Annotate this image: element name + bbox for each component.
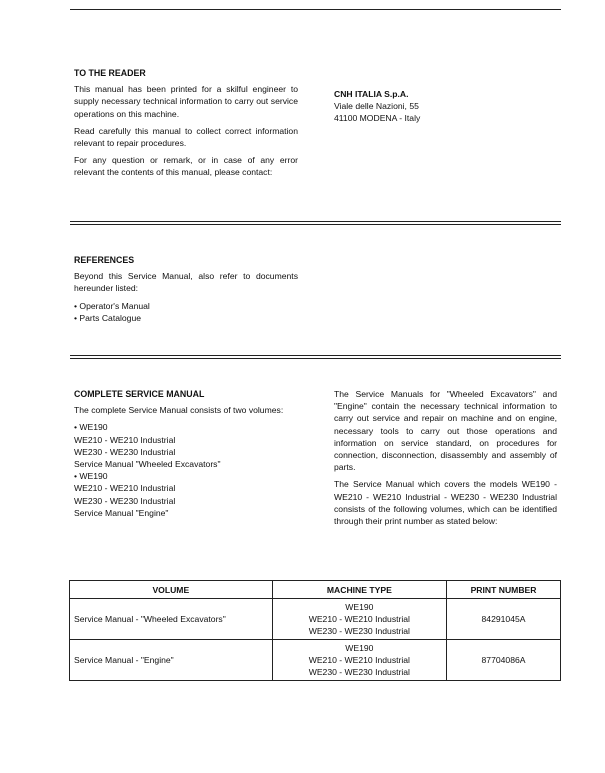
to-reader-heading: TO THE READER [74, 68, 146, 78]
volumes-table [69, 580, 561, 681]
top-divider [70, 9, 561, 10]
list-item: • WE190 [74, 471, 108, 482]
complete-manual-section [74, 388, 298, 519]
list-item: • WE190 [74, 422, 108, 433]
machine-line: WE210 - WE210 Industrial [308, 614, 410, 624]
description-paragraph-2: The Service Manual which covers the models WE190 - WE210 - WE210 Industrial - WE230 - WE230 Industrial consists of the following volumes, which can be identified through their print number as stated below: [334, 479, 557, 527]
address-city: 41100 MODENA - Italy [334, 113, 421, 124]
complete-manual-heading: COMPLETE SERVICE MANUAL [74, 389, 205, 399]
list-item: Service Manual "Engine" [74, 507, 169, 518]
table-row [70, 640, 561, 681]
references-intro: Beyond this Service Manual, also refer to documents hereunder listed: [74, 271, 298, 294]
cell-machine-type [272, 599, 446, 640]
cell-machine-type [272, 640, 446, 681]
complete-manual-intro: The complete Service Manual consists of two volumes: [74, 405, 284, 416]
machine-line: WE210 - WE210 Industrial [308, 655, 410, 665]
machine-line: WE230 - WE230 Industrial [308, 667, 410, 677]
table-header-row [70, 581, 561, 599]
complete-manual-description [334, 388, 557, 532]
to-reader-section [74, 67, 298, 184]
references-section [74, 254, 298, 324]
section-divider-1 [70, 221, 561, 225]
list-item: WE210 - WE210 Industrial [74, 483, 176, 494]
volume-list [74, 421, 298, 519]
list-item: • Parts Catalogue [74, 312, 142, 323]
machine-line: WE230 - WE230 Industrial [308, 626, 410, 636]
list-item: • Operator's Manual [74, 300, 150, 311]
header-volume: VOLUME [70, 581, 273, 599]
header-machine-type: MACHINE TYPE [272, 581, 446, 599]
machine-line: WE190 [345, 643, 374, 653]
cell-volume: Service Manual - "Wheeled Excavators" [70, 599, 273, 640]
to-reader-paragraph-2: Read carefully this manual to collect correct information relevant to repair procedures. [74, 125, 298, 149]
to-reader-paragraph-1: This manual has been printed for a skilful engineer to supply necessary technical information to carry out service operations on this machine. [74, 84, 298, 119]
to-reader-paragraph-3: For any question or remark, or in case of any error relevant the contents of this manual, please contact: [74, 155, 298, 178]
list-item: WE210 - WE210 Industrial [74, 434, 176, 445]
table-row [70, 599, 561, 640]
list-item: WE230 - WE230 Industrial [74, 495, 176, 506]
description-paragraph-1: The Service Manuals for "Wheeled Excavators" and "Engine" contain the necessary technical information to carry out service and repair on machine and on engine, necessary tools to carry out those operations and information on service standard, on procedures for connection, disconnection, disassembly and assembly of parts. [334, 389, 557, 473]
machine-line: WE190 [345, 602, 374, 612]
list-item: Service Manual "Wheeled Excavators" [74, 459, 221, 470]
cell-print-number: 84291045A [447, 599, 561, 640]
cell-print-number: 87704086A [447, 640, 561, 681]
contact-address [334, 88, 557, 125]
company-name: CNH ITALIA S.p.A. [334, 89, 409, 99]
cell-volume: Service Manual - "Engine" [70, 640, 273, 681]
header-print-number: PRINT NUMBER [447, 581, 561, 599]
references-heading: REFERENCES [74, 255, 135, 265]
list-item: WE230 - WE230 Industrial [74, 446, 176, 457]
section-divider-2 [70, 355, 561, 359]
address-street: Viale delle Nazioni, 55 [334, 101, 419, 112]
references-list [74, 300, 298, 324]
